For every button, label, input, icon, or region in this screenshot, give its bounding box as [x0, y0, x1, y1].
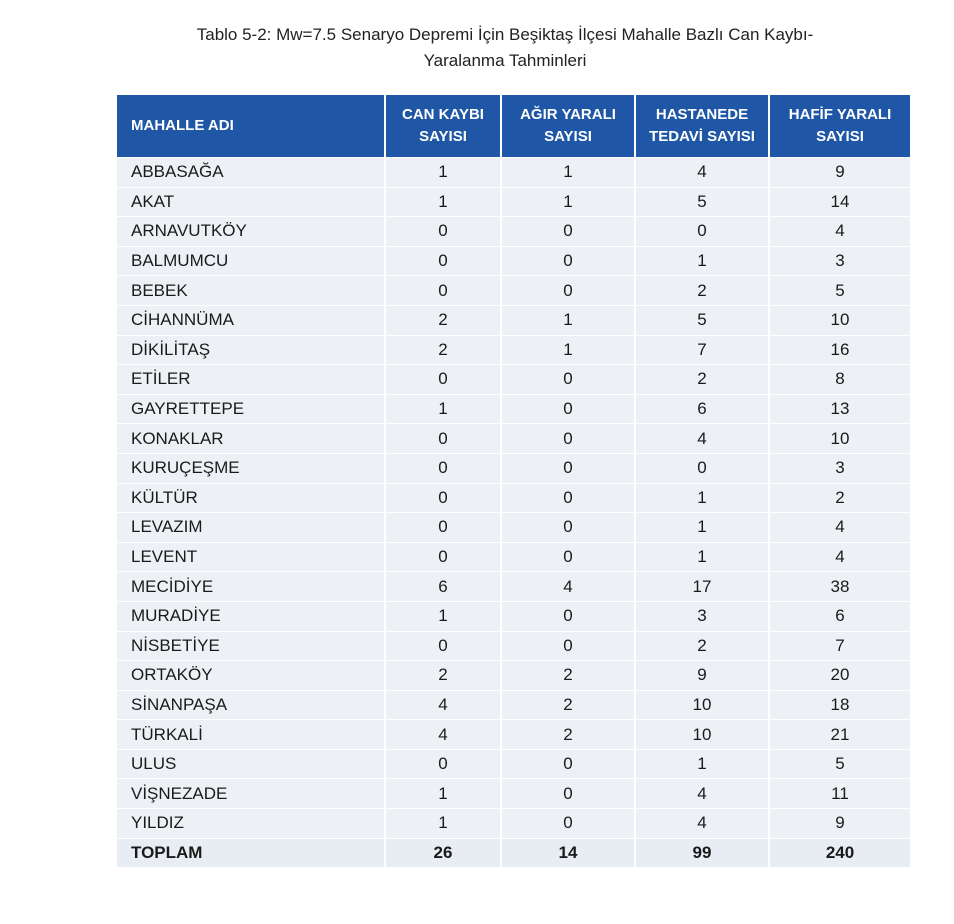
- cell-can-kaybi: 0: [384, 542, 500, 572]
- table-row: [117, 660, 910, 690]
- cell-mahalle-adi: LEVAZIM: [117, 512, 384, 542]
- table-row: [117, 601, 910, 631]
- cell-hastanede-tedavi: 1: [634, 542, 768, 572]
- cell-hastanede-tedavi: 2: [634, 275, 768, 305]
- cell-mahalle-adi: VİŞNEZADE: [117, 778, 384, 808]
- cell-hafif-yarali: 3: [768, 246, 910, 276]
- cell-hafif-yarali-total: 240: [768, 838, 910, 868]
- table-row: [117, 394, 910, 424]
- cell-mahalle-adi: ARNAVUTKÖY: [117, 216, 384, 246]
- cell-hastanede-tedavi: 2: [634, 364, 768, 394]
- table-caption: [0, 22, 954, 74]
- cell-hastanede-tedavi: 1: [634, 483, 768, 513]
- cell-can-kaybi: 0: [384, 749, 500, 779]
- table-row: [117, 364, 910, 394]
- cell-agir-yarali: 0: [500, 364, 634, 394]
- cell-agir-yarali: 0: [500, 423, 634, 453]
- cell-hastanede-tedavi-total: 99: [634, 838, 768, 868]
- table-row: [117, 483, 910, 513]
- table-row: [117, 749, 910, 779]
- cell-can-kaybi: 0: [384, 275, 500, 305]
- cell-hafif-yarali: 9: [768, 157, 910, 187]
- cell-can-kaybi: 0: [384, 364, 500, 394]
- cell-hastanede-tedavi: 4: [634, 423, 768, 453]
- cell-can-kaybi: 1: [384, 394, 500, 424]
- cell-hafif-yarali: 3: [768, 453, 910, 483]
- caption-line-1: Tablo 5-2: Mw=7.5 Senaryo Depremi İçin Beşiktaş İlçesi Mahalle Bazlı Can Kaybı-: [196, 25, 814, 44]
- cell-agir-yarali: 1: [500, 305, 634, 335]
- cell-hastanede-tedavi: 5: [634, 187, 768, 217]
- cell-hastanede-tedavi: 17: [634, 571, 768, 601]
- cell-hastanede-tedavi: 0: [634, 216, 768, 246]
- cell-agir-yarali: 2: [500, 719, 634, 749]
- table-row: [117, 808, 910, 838]
- table-row: [117, 246, 910, 276]
- caption-line-2: Yaralanma Tahminleri: [423, 51, 587, 70]
- cell-can-kaybi-total: 26: [384, 838, 500, 868]
- cell-agir-yarali: 1: [500, 157, 634, 187]
- table-row: [117, 690, 910, 720]
- table-row: [117, 512, 910, 542]
- cell-hastanede-tedavi: 7: [634, 335, 768, 365]
- table-row: [117, 157, 910, 187]
- cell-hastanede-tedavi: 1: [634, 512, 768, 542]
- casualty-table: [117, 95, 910, 867]
- cell-agir-yarali: 2: [500, 690, 634, 720]
- cell-can-kaybi: 0: [384, 631, 500, 661]
- cell-hafif-yarali: 38: [768, 571, 910, 601]
- cell-mahalle-adi: KURUÇEŞME: [117, 453, 384, 483]
- cell-agir-yarali: 0: [500, 512, 634, 542]
- table-body: [117, 157, 910, 867]
- header-label-line-1: AĞIR YARALI: [520, 106, 616, 123]
- table-header: [117, 95, 910, 157]
- cell-mahalle-adi: LEVENT: [117, 542, 384, 572]
- cell-hastanede-tedavi: 1: [634, 246, 768, 276]
- cell-agir-yarali: 0: [500, 542, 634, 572]
- cell-hastanede-tedavi: 9: [634, 660, 768, 690]
- cell-mahalle-adi: TÜRKALİ: [117, 719, 384, 749]
- cell-agir-yarali-total: 14: [500, 838, 634, 868]
- cell-can-kaybi: 0: [384, 423, 500, 453]
- cell-hafif-yarali: 2: [768, 483, 910, 513]
- cell-hastanede-tedavi: 2: [634, 631, 768, 661]
- cell-agir-yarali: 1: [500, 335, 634, 365]
- cell-hafif-yarali: 9: [768, 808, 910, 838]
- cell-mahalle-adi: ETİLER: [117, 364, 384, 394]
- cell-can-kaybi: 6: [384, 571, 500, 601]
- cell-mahalle-adi: CİHANNÜMA: [117, 305, 384, 335]
- cell-hastanede-tedavi: 3: [634, 601, 768, 631]
- table-row: [117, 542, 910, 572]
- header-hafif-yarali: [768, 95, 910, 157]
- cell-hafif-yarali: 20: [768, 660, 910, 690]
- cell-mahalle-adi: ULUS: [117, 749, 384, 779]
- cell-can-kaybi: 2: [384, 305, 500, 335]
- cell-can-kaybi: 1: [384, 157, 500, 187]
- cell-hafif-yarali: 13: [768, 394, 910, 424]
- cell-mahalle-adi: KÜLTÜR: [117, 483, 384, 513]
- header-mahalle-adi: [117, 95, 384, 157]
- cell-hafif-yarali: 4: [768, 216, 910, 246]
- total-row: [117, 838, 910, 868]
- table-row: [117, 335, 910, 365]
- cell-mahalle-adi: NİSBETİYE: [117, 631, 384, 661]
- table-row: [117, 453, 910, 483]
- cell-mahalle-adi: AKAT: [117, 187, 384, 217]
- cell-hastanede-tedavi: 1: [634, 749, 768, 779]
- header-can-kaybi: [384, 95, 500, 157]
- cell-hafif-yarali: 8: [768, 364, 910, 394]
- total-label: TOPLAM: [117, 838, 384, 868]
- cell-agir-yarali: 0: [500, 394, 634, 424]
- cell-can-kaybi: 0: [384, 246, 500, 276]
- cell-hafif-yarali: 6: [768, 601, 910, 631]
- cell-can-kaybi: 0: [384, 216, 500, 246]
- cell-mahalle-adi: SİNANPAŞA: [117, 690, 384, 720]
- table-row: [117, 571, 910, 601]
- header-label-line-2: SAYISI: [419, 128, 467, 145]
- cell-hastanede-tedavi: 5: [634, 305, 768, 335]
- cell-can-kaybi: 1: [384, 601, 500, 631]
- cell-hafif-yarali: 4: [768, 542, 910, 572]
- header-label-line-2: SAYISI: [544, 128, 592, 145]
- cell-can-kaybi: 0: [384, 512, 500, 542]
- cell-hafif-yarali: 5: [768, 749, 910, 779]
- cell-agir-yarali: 0: [500, 601, 634, 631]
- header-label-line-1: HAFİF YARALI: [788, 106, 892, 123]
- cell-hafif-yarali: 21: [768, 719, 910, 749]
- table-row: [117, 423, 910, 453]
- cell-can-kaybi: 0: [384, 453, 500, 483]
- cell-agir-yarali: 1: [500, 187, 634, 217]
- header-label-line-1: HASTANEDE: [655, 106, 749, 123]
- cell-hafif-yarali: 4: [768, 512, 910, 542]
- cell-can-kaybi: 1: [384, 778, 500, 808]
- cell-hafif-yarali: 18: [768, 690, 910, 720]
- cell-can-kaybi: 0: [384, 483, 500, 513]
- cell-hastanede-tedavi: 10: [634, 690, 768, 720]
- cell-hafif-yarali: 11: [768, 778, 910, 808]
- header-label: MAHALLE ADI: [131, 117, 234, 134]
- cell-hastanede-tedavi: 4: [634, 778, 768, 808]
- cell-hastanede-tedavi: 4: [634, 808, 768, 838]
- cell-mahalle-adi: YILDIZ: [117, 808, 384, 838]
- cell-can-kaybi: 4: [384, 690, 500, 720]
- cell-hastanede-tedavi: 10: [634, 719, 768, 749]
- cell-mahalle-adi: DİKİLİTAŞ: [117, 335, 384, 365]
- cell-hafif-yarali: 5: [768, 275, 910, 305]
- header-label-line-2: SAYISI: [816, 128, 864, 145]
- cell-mahalle-adi: MECİDİYE: [117, 571, 384, 601]
- cell-can-kaybi: 1: [384, 808, 500, 838]
- cell-agir-yarali: 0: [500, 246, 634, 276]
- cell-mahalle-adi: BALMUMCU: [117, 246, 384, 276]
- cell-mahalle-adi: BEBEK: [117, 275, 384, 305]
- cell-can-kaybi: 2: [384, 660, 500, 690]
- cell-mahalle-adi: ABBASAĞA: [117, 157, 384, 187]
- header-label-line-1: CAN KAYBI: [402, 106, 484, 123]
- cell-hastanede-tedavi: 6: [634, 394, 768, 424]
- cell-mahalle-adi: GAYRETTEPE: [117, 394, 384, 424]
- cell-agir-yarali: 2: [500, 660, 634, 690]
- header-label-line-2: TEDAVİ SAYISI: [649, 128, 755, 145]
- cell-hafif-yarali: 10: [768, 423, 910, 453]
- cell-hastanede-tedavi: 4: [634, 157, 768, 187]
- cell-agir-yarali: 4: [500, 571, 634, 601]
- header-agir-yarali: [500, 95, 634, 157]
- cell-hafif-yarali: 7: [768, 631, 910, 661]
- cell-can-kaybi: 1: [384, 187, 500, 217]
- header-hastanede-tedavi: [634, 95, 768, 157]
- table-row: [117, 216, 910, 246]
- header-row: [117, 95, 910, 157]
- cell-agir-yarali: 0: [500, 631, 634, 661]
- cell-hafif-yarali: 16: [768, 335, 910, 365]
- table-row: [117, 187, 910, 217]
- cell-can-kaybi: 4: [384, 719, 500, 749]
- cell-agir-yarali: 0: [500, 483, 634, 513]
- cell-agir-yarali: 0: [500, 216, 634, 246]
- cell-mahalle-adi: MURADİYE: [117, 601, 384, 631]
- cell-agir-yarali: 0: [500, 749, 634, 779]
- table-row: [117, 631, 910, 661]
- table-row: [117, 778, 910, 808]
- table-row: [117, 275, 910, 305]
- table-row: [117, 305, 910, 335]
- cell-agir-yarali: 0: [500, 778, 634, 808]
- cell-agir-yarali: 0: [500, 808, 634, 838]
- cell-mahalle-adi: ORTAKÖY: [117, 660, 384, 690]
- cell-mahalle-adi: KONAKLAR: [117, 423, 384, 453]
- cell-hafif-yarali: 14: [768, 187, 910, 217]
- cell-hafif-yarali: 10: [768, 305, 910, 335]
- cell-agir-yarali: 0: [500, 275, 634, 305]
- cell-agir-yarali: 0: [500, 453, 634, 483]
- table-row: [117, 719, 910, 749]
- cell-can-kaybi: 2: [384, 335, 500, 365]
- cell-hastanede-tedavi: 0: [634, 453, 768, 483]
